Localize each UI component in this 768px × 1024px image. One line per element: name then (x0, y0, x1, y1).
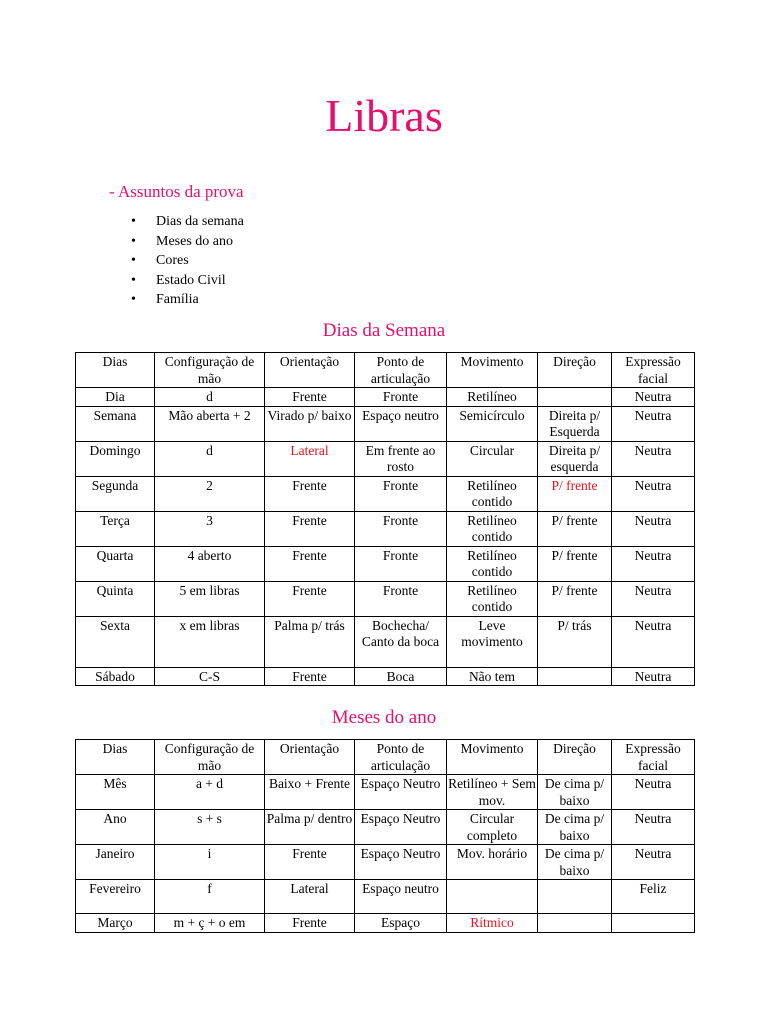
table-cell: Espaço Neutro (355, 775, 447, 810)
days-table (75, 352, 695, 686)
table-cell: x em libras (155, 616, 265, 667)
table-cell: Neutra (612, 406, 695, 441)
table-cell (538, 667, 612, 686)
list-item: • Estado Civil (131, 271, 244, 291)
table-cell: f (155, 880, 265, 914)
table-cell: Neutra (612, 388, 695, 407)
table-cell: Circular completo (447, 810, 538, 845)
table-cell: Frente (265, 845, 355, 880)
table-cell (612, 914, 695, 933)
table-cell: Março (76, 914, 155, 933)
table-cell: Terça (76, 511, 155, 546)
table-cell: 5 em libras (155, 581, 265, 616)
months-section-title: Meses do ano (331, 707, 437, 728)
table-header-cell: Movimento (447, 353, 538, 388)
table-row (76, 845, 695, 880)
table-cell: Neutra (612, 476, 695, 511)
table-cell: m + ç + o em (155, 914, 265, 933)
table-row (76, 616, 695, 667)
table-cell: Neutra (612, 667, 695, 686)
table-cell: Espaço Neutro (355, 845, 447, 880)
table-cell (538, 914, 612, 933)
table-cell: Neutra (612, 441, 695, 476)
table-cell: Frente (265, 546, 355, 581)
table-cell: Mov. horário (447, 845, 538, 880)
table-header-cell: Orientação (265, 353, 355, 388)
table-row (76, 406, 695, 441)
table-cell: De cima p/ baixo (538, 845, 612, 880)
table-cell: Espaço Neutro (355, 810, 447, 845)
table-cell: Lateral (265, 880, 355, 914)
table-cell: 4 aberto (155, 546, 265, 581)
table-cell: Circular (447, 441, 538, 476)
table-row (76, 441, 695, 476)
table-cell: De cima p/ baixo (538, 810, 612, 845)
table-header-cell: Direção (538, 740, 612, 775)
table-cell: Domingo (76, 441, 155, 476)
table-cell: 2 (155, 476, 265, 511)
table-cell: Palma p/ dentro (265, 810, 355, 845)
table-cell: Frente (265, 388, 355, 407)
table-cell (538, 880, 612, 914)
table-cell: Direita p/ Esquerda (538, 406, 612, 441)
table-cell: Rítmico (447, 914, 538, 933)
table-cell: Fronte (355, 546, 447, 581)
page-title: Libras (325, 90, 443, 141)
table-cell: Retilíneo contido (447, 476, 538, 511)
table-cell: Retilíneo (447, 388, 538, 407)
table-cell: Feliz (612, 880, 695, 914)
table-cell: Segunda (76, 476, 155, 511)
table-cell: Fronte (355, 476, 447, 511)
table-cell: Em frente ao rosto (355, 441, 447, 476)
table-cell: Espaço neutro (355, 406, 447, 441)
table-cell: Frente (265, 667, 355, 686)
table-cell: Janeiro (76, 845, 155, 880)
table-cell: Sábado (76, 667, 155, 686)
table-cell: Semana (76, 406, 155, 441)
table-cell: Palma p/ trás (265, 616, 355, 667)
table-cell: Leve movimento (447, 616, 538, 667)
table-cell: d (155, 441, 265, 476)
table-cell: Neutra (612, 616, 695, 667)
table-header-row (76, 740, 695, 775)
table-cell: Fronte (355, 581, 447, 616)
table-cell: Não tem (447, 667, 538, 686)
table-cell: Retilíneo contido (447, 511, 538, 546)
table-cell: Neutra (612, 810, 695, 845)
table-cell: Mês (76, 775, 155, 810)
table-cell: C-S (155, 667, 265, 686)
table-cell: P/ trás (538, 616, 612, 667)
table-cell: Frente (265, 476, 355, 511)
months-table (75, 739, 695, 933)
table-cell: Espaço neutro (355, 880, 447, 914)
table-cell: Fevereiro (76, 880, 155, 914)
table-cell: Ano (76, 810, 155, 845)
table-cell: Sexta (76, 616, 155, 667)
table-cell: Bochecha/ Canto da boca (355, 616, 447, 667)
table-cell: P/ frente (538, 581, 612, 616)
table-cell: De cima p/ baixo (538, 775, 612, 810)
table-header-cell: Movimento (447, 740, 538, 775)
table-cell: Frente (265, 914, 355, 933)
table-row (76, 476, 695, 511)
table-header-cell: Ponto de articulação (355, 353, 447, 388)
table-cell (538, 388, 612, 407)
table-cell: Fronte (355, 511, 447, 546)
list-item: • Cores (131, 251, 244, 271)
table-row (76, 775, 695, 810)
table-row (76, 388, 695, 407)
table-row (76, 546, 695, 581)
table-header-cell: Dias (76, 740, 155, 775)
table-header-cell: Dias (76, 353, 155, 388)
table-cell: 3 (155, 511, 265, 546)
table-cell: Retilíneo contido (447, 546, 538, 581)
table-header-cell: Orientação (265, 740, 355, 775)
table-row (76, 511, 695, 546)
table-header-cell: Configuração de mão (155, 353, 265, 388)
table-cell: Lateral (265, 441, 355, 476)
list-item: • Meses do ano (131, 232, 244, 252)
subjects-list (131, 212, 244, 310)
table-cell: Direita p/ esquerda (538, 441, 612, 476)
table-row (76, 880, 695, 914)
table-cell: Baixo + Frente (265, 775, 355, 810)
table-cell: Retilíneo contido (447, 581, 538, 616)
table-row (76, 581, 695, 616)
table-cell: Frente (265, 581, 355, 616)
table-cell: i (155, 845, 265, 880)
table-cell: Frente (265, 511, 355, 546)
table-cell: d (155, 388, 265, 407)
list-item: • Dias da semana (131, 212, 244, 232)
table-header-cell: Expressão facial (612, 740, 695, 775)
table-header-cell: Ponto de articulação (355, 740, 447, 775)
table-cell: Dia (76, 388, 155, 407)
days-section-title: Dias da Semana (322, 320, 446, 341)
table-cell: Semicírculo (447, 406, 538, 441)
table-cell: Neutra (612, 845, 695, 880)
table-cell: Espaço (355, 914, 447, 933)
table-cell: Neutra (612, 511, 695, 546)
table-cell: Fronte (355, 388, 447, 407)
table-cell: P/ frente (538, 546, 612, 581)
subjects-heading: - Assuntos da prova (109, 182, 244, 201)
table-cell: P/ frente (538, 511, 612, 546)
table-header-cell: Direção (538, 353, 612, 388)
table-header-cell: Configuração de mão (155, 740, 265, 775)
table-cell: a + d (155, 775, 265, 810)
table-cell: Quinta (76, 581, 155, 616)
table-cell: Retilíneo + Sem mov. (448, 776, 536, 808)
table-cell: Neutra (612, 775, 695, 810)
table-cell: Mão aberta + 2 (155, 406, 265, 441)
table-cell: Quarta (76, 546, 155, 581)
table-cell: Virado p/ baixo (265, 406, 355, 441)
table-cell: Neutra (612, 581, 695, 616)
list-item: • Família (131, 290, 244, 310)
table-cell: s + s (155, 810, 265, 845)
table-row (76, 914, 695, 933)
table-cell: Boca (355, 667, 447, 686)
table-cell: P/ frente (538, 476, 612, 511)
table-header-row (76, 353, 695, 388)
table-header-cell: Expressão facial (612, 353, 695, 388)
table-row (76, 667, 695, 686)
table-cell (447, 880, 538, 914)
table-row (76, 810, 695, 845)
table-cell: Neutra (612, 546, 695, 581)
